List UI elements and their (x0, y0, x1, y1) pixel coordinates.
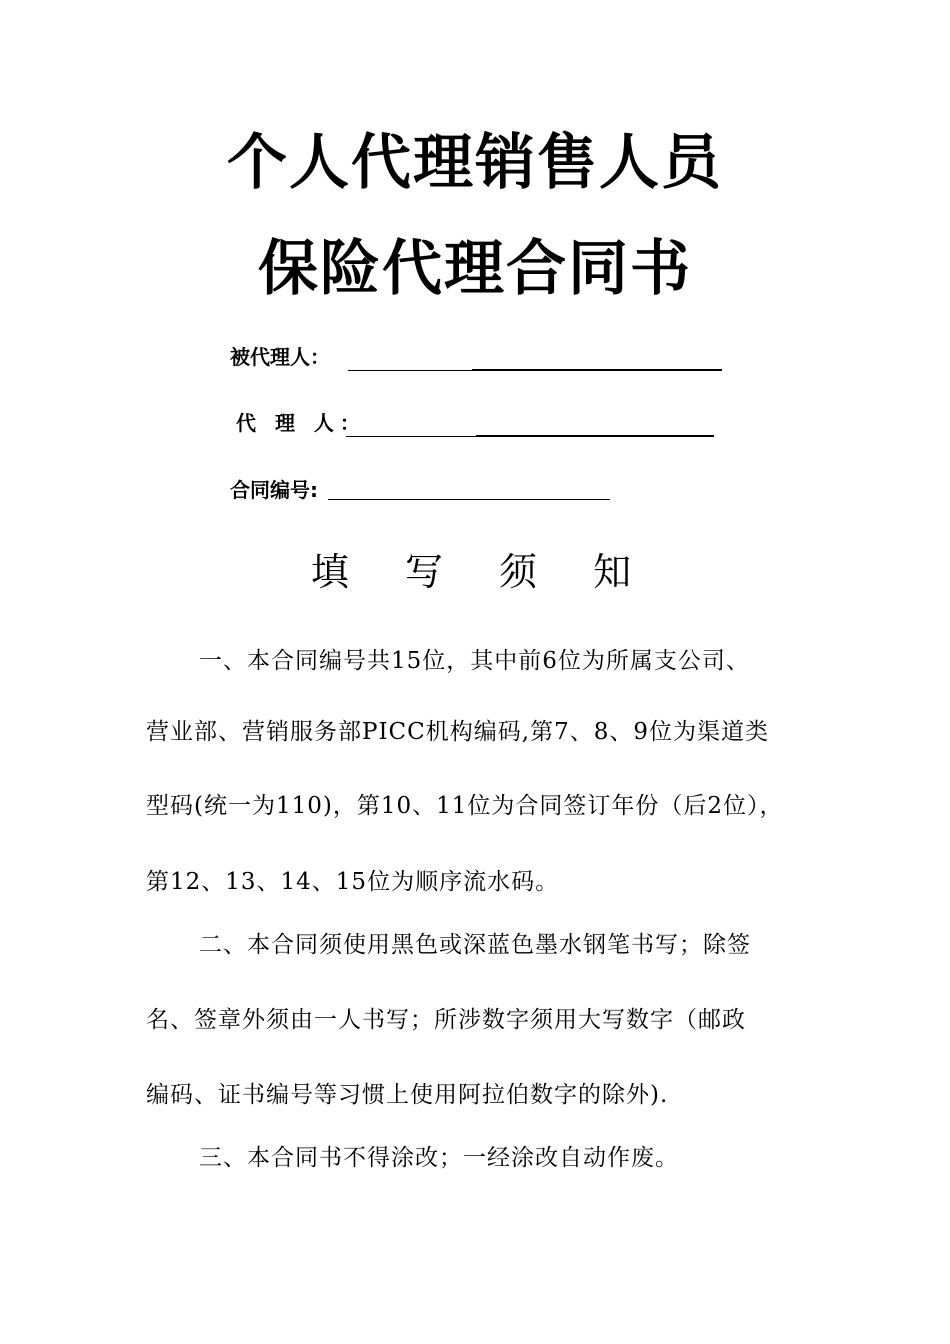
notice-line: 一、本合同编号共15位，其中前6位为所属支公司、 (199, 648, 750, 674)
agent-label: 代 理 人： (236, 411, 366, 435)
agent-principal-label: 被代理人： (230, 345, 330, 369)
agent-blank-thick[interactable] (476, 435, 714, 437)
notice-line: 编码、证书编号等习惯上使用阿拉伯数字的除外). (146, 1082, 669, 1108)
notice-line: 营业部、营销服务部PICC机构编码,第7、8、9位为渠道类 (146, 719, 769, 745)
notice-line: 三、本合同书不得涂改；一经涂改自动作废。 (199, 1145, 679, 1171)
notice-line: 第12、13、14、15位为顺序流水码。 (146, 869, 560, 895)
contract-number-field (230, 477, 318, 503)
agent-blank-thin[interactable] (346, 436, 476, 437)
agent-principal-blank-thin[interactable] (348, 370, 472, 371)
notice-heading: 填 写 须 知 (310, 550, 654, 594)
agent-field (236, 410, 366, 436)
notice-line: 型码(统一为110)，第10、11位为合同签订年份（后2位）， (146, 793, 784, 819)
notice-line: 二、本合同须使用黑色或深蓝色墨水钢笔书写；除签 (199, 932, 751, 958)
contract-number-label: 合同编号: (230, 478, 318, 502)
document-title-line-1: 个人代理销售人员 (227, 128, 723, 198)
agent-principal-field (230, 344, 330, 370)
notice-line: 名、签章外须由一人书写；所涉数字须用大写数字（邮政 (146, 1007, 746, 1033)
document-title-line-2: 保险代理合同书 (258, 234, 692, 304)
contract-number-blank[interactable] (328, 499, 610, 500)
agent-principal-blank-thick[interactable] (472, 369, 722, 371)
